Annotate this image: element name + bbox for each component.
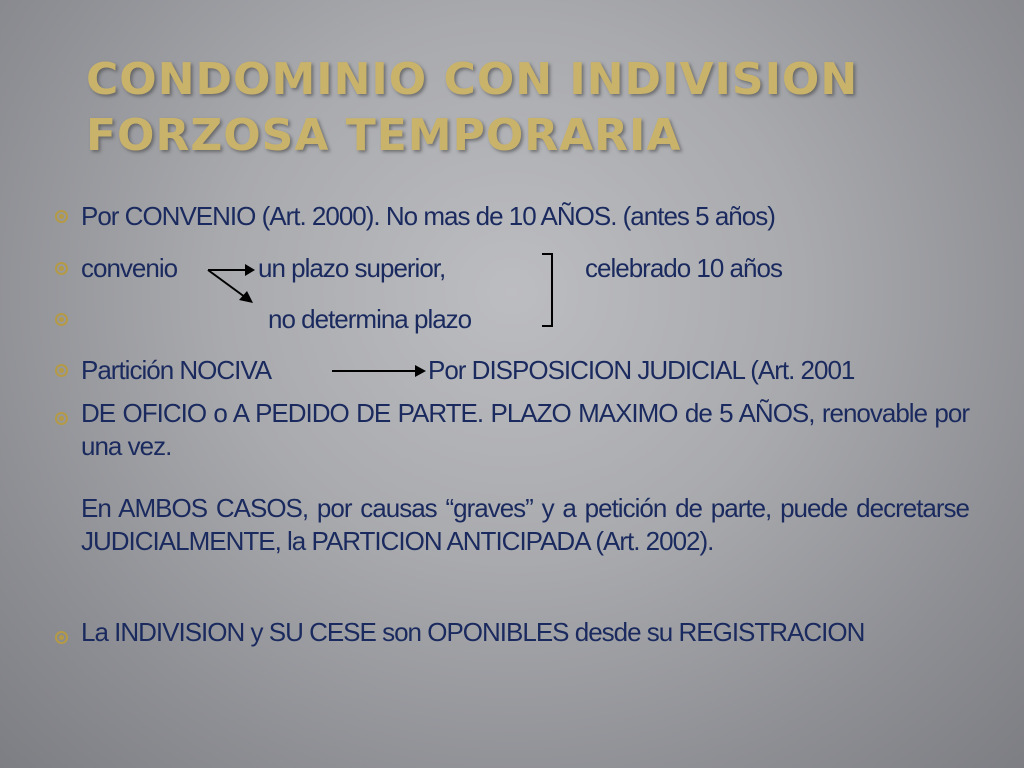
bullet-5-text: DE OFICIO o A PEDIDO DE PARTE. PLAZO MAXIMO de 5 AÑOS, renovable por una vez. (81, 398, 969, 461)
bullet-icon (55, 412, 68, 425)
bullet-7-text: La INDIVISION y SU CESE son OPONIBLES desde su REGISTRACION (81, 617, 865, 647)
bullet-2-mid-text: un plazo superior, (258, 253, 446, 283)
bullet-icon (55, 262, 68, 275)
branch-arrows (205, 258, 275, 318)
bullet-icon (55, 631, 68, 644)
bullet-icon (55, 210, 68, 223)
slide-title (86, 52, 966, 164)
bullet-icon (55, 313, 68, 326)
arrow-right-head (245, 264, 255, 276)
bullet-4-left-text: Partición NOCIVA (81, 355, 272, 385)
bullet-4-right-text: Por DISPOSICION JUDICIAL (Art. 2001 (428, 355, 855, 385)
bullet-3-text: no determina plazo (268, 304, 472, 334)
slide-title-line-1: CONDOMINIO CON INDIVISION (86, 54, 859, 105)
arrow-right-icon (330, 363, 430, 379)
slide-title-line-2: FORZOSA TEMPORARIA (86, 110, 682, 161)
bullet-2-right-text: celebrado 10 años (585, 253, 782, 283)
bullet-icon (55, 364, 68, 377)
arrow-down-head (239, 291, 253, 303)
arrow-down-line (208, 270, 249, 300)
bullet-2-left-text: convenio (81, 253, 178, 283)
paragraph-ambos-casos: En AMBOS CASOS, por causas “graves” y a petición de parte, puede decretarse JUDICIALMENTE, la PARTICION ANTICIPADA (Art. 2002). (81, 493, 969, 556)
bullet-1-text: Por CONVENIO (Art. 2000). No mas de 10 AÑOS. (antes 5 años) (81, 201, 775, 231)
bracket-icon (540, 252, 560, 332)
